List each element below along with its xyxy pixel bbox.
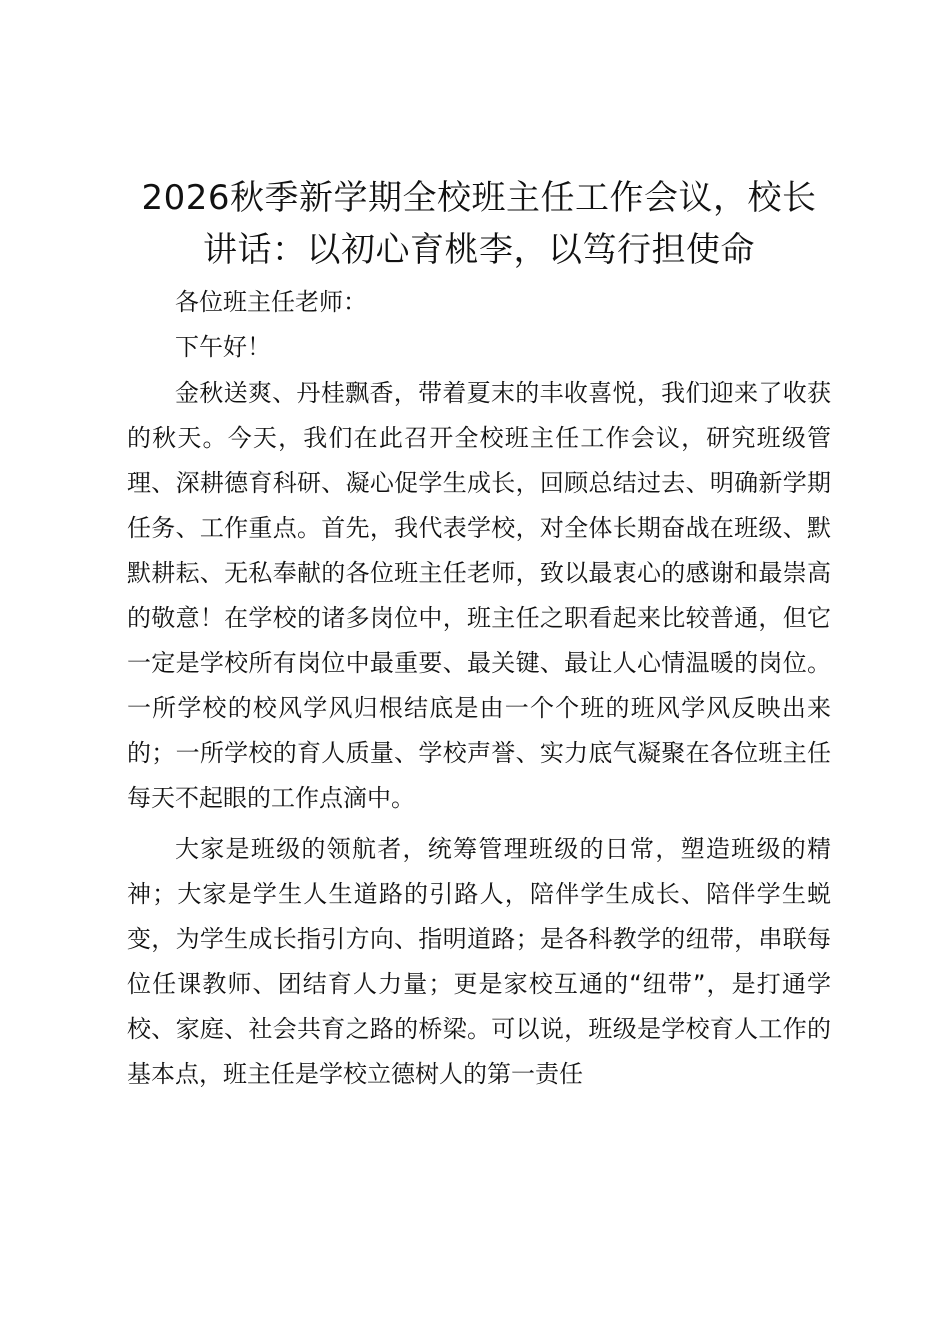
body-paragraph-1: 金秋送爽、丹桂飘香，带着夏末的丰收喜悦，我们迎来了收获的秋天。今天，我们在此召开全校班主任工作会议，研究班级管理、深耕德育科研、凝心促学生成长，回顾总结过去、明确新学期任务、工作重点。首先，我代表学校，对全体长期奋战在班级、默默耕耘、无私奉献的各位班主任老师，致以最衷心的感谢和最崇高的敬意！在学校的诸多岗位中，班主任之职看起来比较普通，但它一定是学校所有岗位中最重要、最关键、最让人心情温暖的岗位。一所学校的校风学风归根结底是由一个个班的班风学风反映出来的；一所学校的育人质量、学校声誉、实力底气凝聚在各位班主任每天不起眼的工作点滴中。 xyxy=(127,379,831,812)
document-title: 2026秋季新学期全校班主任工作会议，校长讲话：以初心育桃李，以笃行担使命 xyxy=(141,178,817,270)
salutation: 各位班主任老师： xyxy=(175,288,367,316)
body-paragraph-2: 大家是班级的领航者，统筹管理班级的日常，塑造班级的精神；大家是学生人生道路的引路人，陪伴学生成长、陪伴学生蜕变，为学生成长指引方向、指明道路；是各科教学的纽带，串联每位任课教师、团结育人力量；更是家校互通的“纽带”，是打通学校、家庭、社会共育之路的桥梁。可以说，班级是学校育人工作的基本点，班主任是学校立德树人的第一责任 xyxy=(127,835,831,1088)
document-page xyxy=(127,172,831,1097)
greeting: 下午好！ xyxy=(175,333,271,361)
